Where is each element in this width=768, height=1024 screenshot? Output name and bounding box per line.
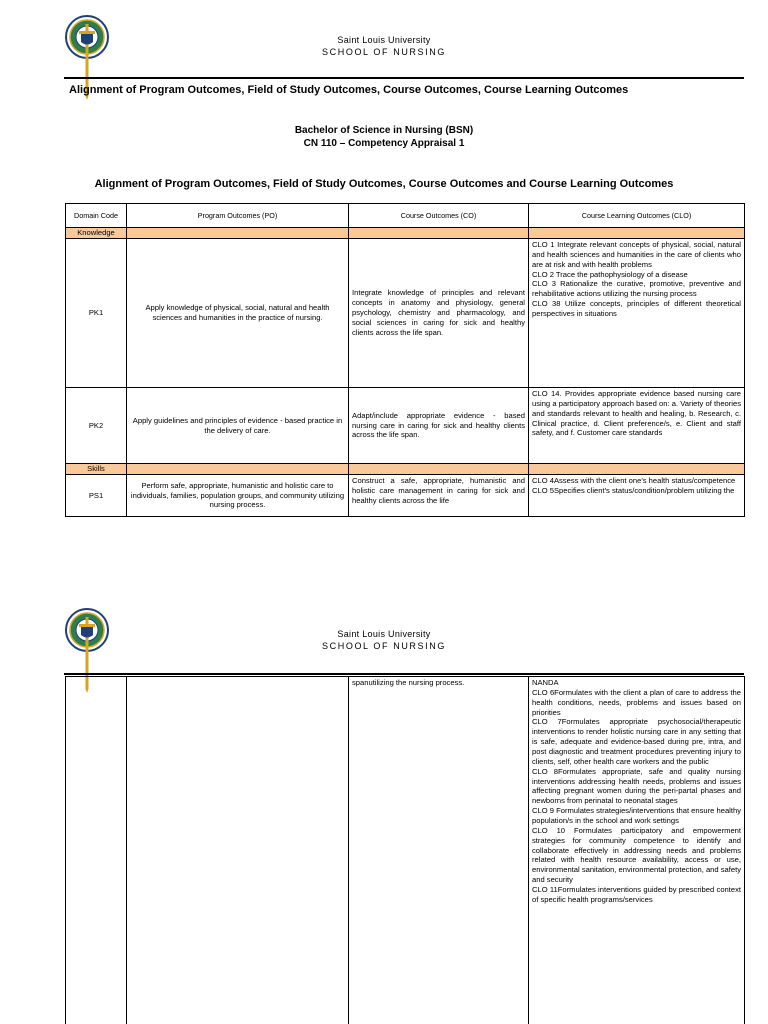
- school-name: SCHOOL OF NURSING: [322, 47, 446, 57]
- clo-item: CLO 10 Formulates participatory and empowerment strategies for community competence to identify and collaborate effectively in addressing needs and problems related with health resource availability, access or use, environmental sanitation, environmental protection, and safety and security: [532, 825, 741, 885]
- band-label-skills: Skills: [66, 464, 127, 475]
- course-outcome-continued: spanutilizing the nursing process.: [349, 677, 529, 1024]
- table-row-pk2: [66, 388, 745, 464]
- clo-list-pk2: [529, 388, 745, 464]
- band-cell: [127, 228, 349, 239]
- domain-code-ps1: PS1: [66, 475, 127, 517]
- domain-code-cell-empty: [66, 677, 127, 1024]
- clo-item: CLO 4Assess with the client one's health status/competence: [532, 476, 736, 485]
- clo-item: CLO 1 Integrate relevant concepts of physical, social, natural and health sciences and humanities in the care of clients who are at risk and with health problems: [532, 240, 741, 269]
- clo-item: CLO 8Formulates appropriate, safe and quality nursing interventions addressing health needs, problems and issues affecting pregnant women during the peri-partal phases and newborns from perinatal to neonatal stages: [532, 766, 741, 806]
- table-heading: Alignment of Program Outcomes, Field of Study Outcomes, Course Outcomes and Course Learning Outcomes: [94, 178, 674, 190]
- band-cell: [349, 464, 529, 475]
- domain-code-pk2: PK2: [66, 388, 127, 464]
- document-page-2: [0, 585, 768, 1024]
- band-label-knowledge: Knowledge: [66, 228, 127, 239]
- outcomes-alignment-table: [65, 203, 745, 517]
- outcomes-alignment-table-continued: [65, 676, 745, 1024]
- band-cell: [349, 228, 529, 239]
- clo-list-ps1: [529, 475, 745, 517]
- col-header-clo: Course Learning Outcomes (CLO): [529, 204, 745, 228]
- program-outcome-cell-empty: [127, 677, 349, 1024]
- band-cell: [529, 464, 745, 475]
- band-cell: [529, 228, 745, 239]
- header-divider: [64, 673, 744, 675]
- clo-list-pk1: [529, 239, 745, 388]
- university-name: Saint Louis University: [337, 35, 431, 45]
- domain-code-pk1: PK1: [66, 239, 127, 388]
- program-outcome-pk1: Apply knowledge of physical, social, natural and health sciences and humanities in the practice of nursing.: [127, 239, 349, 388]
- clo-item: CLO 9 Formulates strategies/interventions that ensure healthy population/s in the school and work settings: [532, 806, 741, 826]
- col-header-po: Program Outcomes (PO): [127, 204, 349, 228]
- course-title: CN 110 – Competency Appraisal 1: [303, 138, 465, 149]
- band-row-skills: [66, 464, 745, 475]
- school-name: SCHOOL OF NURSING: [322, 641, 446, 651]
- program-outcome-pk2: Apply guidelines and principles of evidence - based practice in the delivery of care.: [127, 388, 349, 464]
- clo-list-continued: [529, 677, 745, 1024]
- col-header-co: Course Outcomes (CO): [349, 204, 529, 228]
- course-outcome-pk2: Adapt/include appropriate evidence - based nursing care in caring for sick and healthy clients across the life span.: [349, 388, 529, 464]
- clo-item: CLO 11Formulates interventions guided by prescribed context of specific health programs/services: [532, 885, 741, 904]
- table-header-row: [66, 204, 745, 228]
- program-outcome-ps1: Perform safe, appropriate, humanistic and holistic care to individuals, families, population groups, and community utilizing nursing process.: [127, 475, 349, 517]
- clo-item: CLO 2 Trace the pathophysiology of a disease: [532, 269, 688, 279]
- course-outcome-pk1: Integrate knowledge of principles and relevant concepts in anatomy and physiology, general psychology, chemistry and pharmacology, and social sciences in caring for sick and healthy clients across the life span.: [349, 239, 529, 388]
- page-gap: [0, 540, 768, 585]
- clo-item: NANDA: [532, 678, 559, 687]
- band-row-knowledge: [66, 228, 745, 239]
- course-outcome-ps1: Construct a safe, appropriate, humanistic and holistic care management in caring for sick and healthy clients across the life: [349, 475, 529, 517]
- header-divider: [64, 77, 744, 79]
- clo-item: CLO 5Specifies client's status/condition/problem utilizing the: [532, 485, 735, 495]
- col-header-domain-code: Domain Code: [66, 204, 127, 228]
- clo-item: CLO 7Formulates appropriate psychosocial/therapeutic interventions to render holistic nursing care in any setting that is safe, adequate and evidence-based during pre, intra, and post diagnostic and treatment procedures preventing injury to clients, self, other health care workers and the public: [532, 717, 741, 766]
- clo-item: CLO 14. Provides appropriate evidence based nursing care using a participatory approach based on: a. Variety of theories and standards relevant to health and healing, b. Research, c. Clinical practice, d. Client preference/s, e. Client and staff safety, and f. Customer care standards: [532, 389, 741, 438]
- university-name: Saint Louis University: [337, 629, 431, 639]
- alignment-heading: Alignment of Program Outcomes, Field of Study Outcomes, Course Outcomes, Course Learning Outcomes: [69, 84, 629, 96]
- clo-item: CLO 3 Rationalize the curative, promotive, preventive and rehabilitative actions utilizing the nursing process: [532, 279, 741, 299]
- table-row-ps1: [66, 475, 745, 517]
- table-row-pk1: [66, 239, 745, 388]
- clo-item: CLO 38 Utilize concepts, principles of different theoretical perspectives in situations: [532, 299, 741, 319]
- table-row-ps1-continued: [66, 677, 745, 1024]
- clo-item: CLO 6Formulates with the client a plan of care to address the health conditions, needs, problems and issues based on priorities: [532, 687, 741, 717]
- band-cell: [127, 464, 349, 475]
- degree-title: Bachelor of Science in Nursing (BSN): [294, 125, 474, 136]
